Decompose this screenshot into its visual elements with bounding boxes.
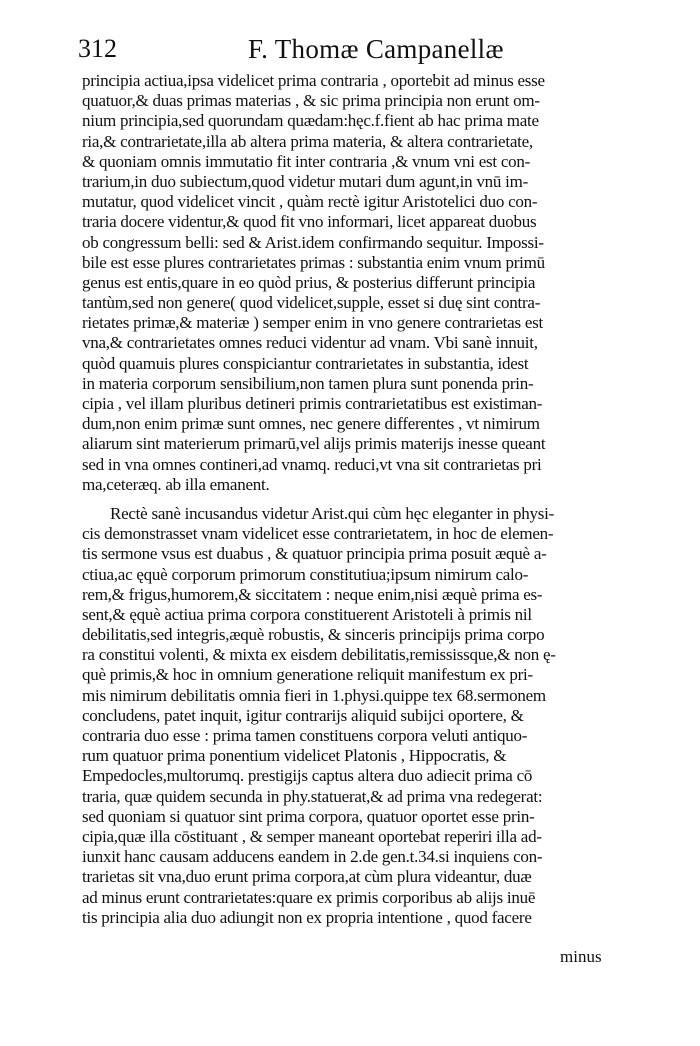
text-line: bile est esse plures contrarietates primas : substantia enim vnum primū [82, 252, 545, 272]
text-line: traria, quæ quidem secunda in phy.statuerat,& ad prima vna redegerat: [82, 786, 543, 806]
running-head [78, 30, 638, 70]
text-line: Empedocles,multorumq. prestigijs captus altera duo adiecit prima cō [82, 766, 533, 786]
text-line: sent,& ęquè actiua prima corpora constituerent Aristoteli à primis nil [82, 604, 532, 624]
text-line: rem,& frigus,humorem,& siccitatem : neque enim,nisi æquè prima es- [82, 584, 543, 604]
text-line: cipia,quæ illa cōstituant , & semper maneant oportebat reperiri illa ad- [82, 826, 542, 846]
text-line: cis demonstrasset vnam videlicet esse contrarietatem, in hoc de elemen- [82, 524, 554, 544]
catchword: minus [560, 947, 602, 966]
text-line: & quoniam omnis immutatio fit inter contraria ,& vnum vni est con- [82, 151, 531, 171]
running-head-title: F. Thomæ Campanellæ [248, 34, 504, 64]
text-line: trarium,in duo subiectum,quod videtur mutari dum agunt,in vnū im- [82, 171, 528, 191]
text-line: ad minus erunt contrarietates:quare ex primis corporibus ab alijs inuē [82, 887, 536, 907]
text-line: nium principia,sed quorundam quædam:hęc.f.fient ab hac prima mate [82, 111, 539, 131]
text-line: tantùm,sed non genere( quod videlicet,supple, esset si duę sint contra- [82, 293, 541, 313]
text-line: rum quatuor prima ponentium videlicet Platonis , Hippocratis, & [82, 746, 507, 766]
paragraph-1 [82, 71, 635, 495]
text-line: sed in vna omnes contineri,ad vnamq. reduci,vt vna sit contrarietas pri [82, 454, 542, 474]
text-line: ra constitui volenti, & mixta ex eisdem debilitatis,remississque,& non ę- [82, 645, 556, 665]
text-line: in materia corporum sensibilium,non tamen plura sunt ponenda prin- [82, 373, 534, 393]
text-line: tis principia alia duo adiungit non ex propria intentione , quod facere [82, 907, 532, 927]
text-line: iunxit hanc causam adducens eandem in 2.de gen.t.34.si inquiens con- [82, 847, 543, 867]
text-line: ctiua,ac ęquè corporum primorum constitutiua;ipsum nimirum calo- [82, 564, 529, 584]
text-line: què primis,& hoc in omnium generatione reliquit manifestum ex pri- [82, 665, 533, 685]
text-line: dum,non enim primæ sunt omnes, nec genere differentes , vt nimirum [82, 414, 540, 434]
text-line: concludens, patet inquit, igitur contrarijs aliquid subijci oportere, & [82, 705, 524, 725]
text-line: ma,ceteræq. ab illa emanent. [82, 474, 270, 494]
text-line: mis nimirum debilitatis omnia fieri in 1.physi.quippe tex 68.sermonem [82, 685, 546, 705]
text-line: contraria duo esse : prima tamen constituens corpora veluti antiquo- [82, 726, 528, 745]
body-text [82, 71, 635, 928]
text-line: tis sermone vsus est duabus , & quatuor principia prima posuit æquè a- [82, 544, 547, 564]
paragraph-gap [82, 495, 635, 504]
text-line: mutatur, quod videlicet vincit , quàm rectè igitur Aristotelici duo con- [82, 192, 538, 212]
page-number: 312 [78, 34, 117, 63]
text-line: sed quoniam si quatuor sint prima corpora, quatuor oportet esse prin- [82, 806, 535, 826]
text-line: debilitatis,sed integris,æquè robustis, & sinceris principijs prima corpo [82, 625, 545, 645]
text-line: principia actiua,ipsa videlicet prima contraria , oportebit ad minus esse [82, 71, 545, 90]
text-line: vna,& contrarietates omnes reduci videntur ad vnam. Vbi sanè innuit, [82, 333, 538, 353]
paragraph-2 [82, 504, 635, 928]
text-line: genus est entis,quare in eo quòd prius, & posterius differunt principia [82, 272, 536, 292]
text-line: rietates primæ,& materiæ ) semper enim in vno genere contrarietas est [82, 313, 543, 333]
text-line: quatuor,& duas primas materias , & sic prima principia non erunt om- [82, 91, 540, 111]
text-line: Rectè sanè incusandus videtur Arist.qui cùm hęc eleganter in physi- [110, 503, 555, 523]
text-line: trarietas sit vna,duo erunt prima corpora,at cùm plura videantur, duæ [82, 867, 532, 887]
text-line: cipia , vel illam pluribus detineri primis contrarietatibus est existiman- [82, 394, 543, 413]
text-line: traria docere videntur,& quod fit vno informari, licet appareat duobus [82, 212, 537, 232]
text-line: aliarum sint materierum primarū,vel alijs primis materijs inesse queant [82, 434, 546, 454]
text-line: ria,& contrarietate,illa ab altera prima materia, & altera contrarietate, [82, 131, 533, 151]
text-line: quòd quamuis plures conspiciantur contrarietates in substantia, idest [82, 353, 529, 373]
text-line: ob congressum belli: sed & Arist.idem confirmando sequitur. Impossi- [82, 232, 544, 252]
